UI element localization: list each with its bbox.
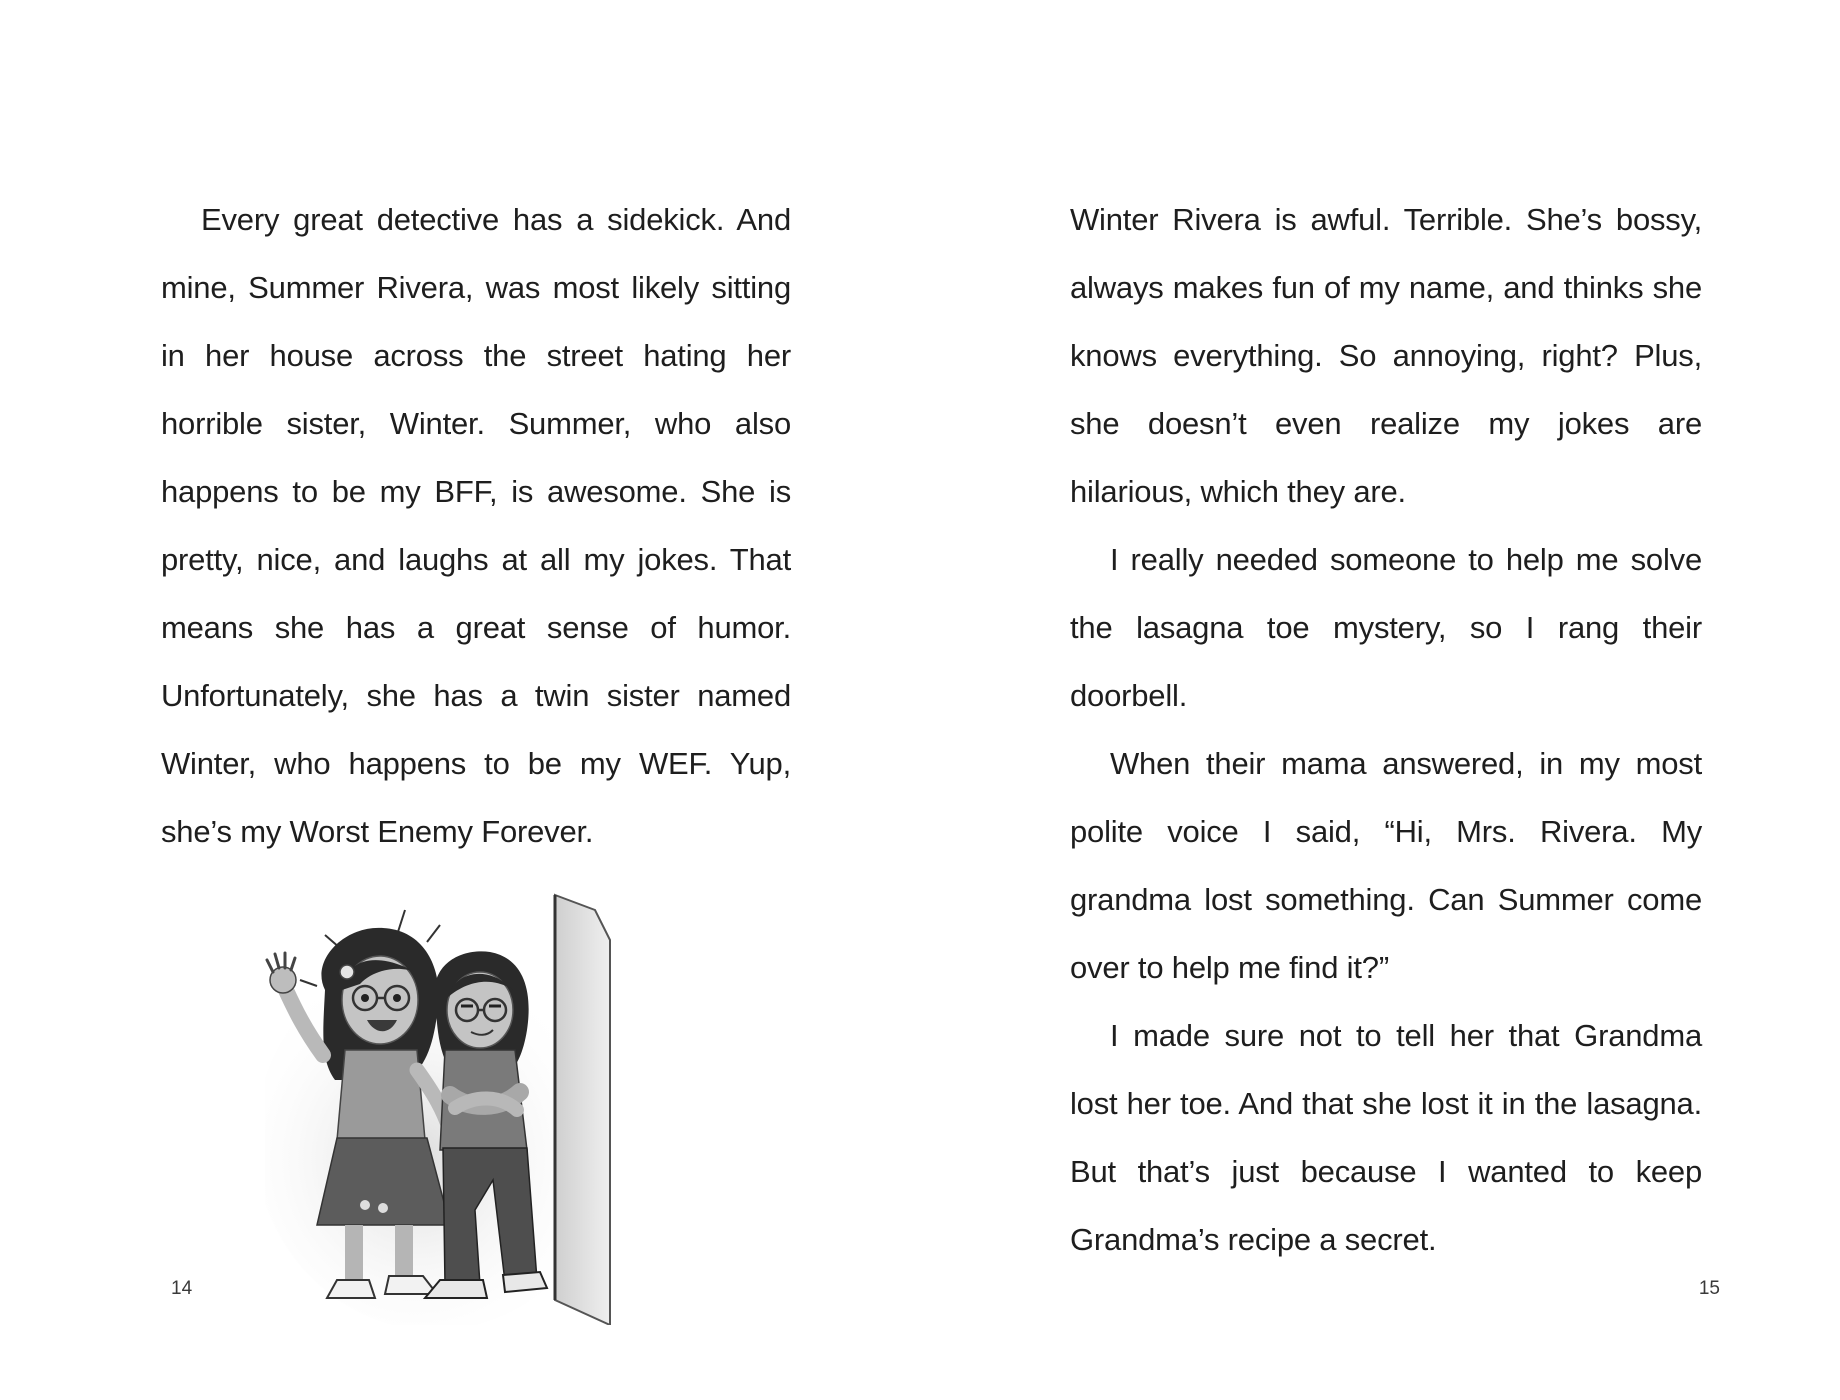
paragraph: I really needed someone to help me solve the lasagna toe mystery, so I rang their doorbell. [1070, 542, 1702, 713]
paragraph: I made sure not to tell her that Grandma lost her toe. And that she lost it in the lasagna. But that’s just because I wanted to keep Grandma’s recipe a secret. [1070, 1018, 1702, 1257]
paragraph: When their mama answered, in my most polite voice I said, “Hi, Mrs. Rivera. My grandma lost something. Can Summer come over to help me find it?” [1070, 746, 1702, 985]
two-girls-illustration [265, 880, 640, 1325]
left-page-text [161, 186, 791, 866]
right-page [920, 0, 1840, 1400]
page-number: 15 [1698, 1278, 1720, 1299]
page-number: 14 [171, 1278, 193, 1299]
paragraph: Every great detective has a sidekick. And mine, Summer Rivera, was most likely sitting in her house across the street hating her horrible sister, Winter. Summer, who also happens to be my BFF, is awesome. She is pretty, nice, and laughs at all my jokes. That means she has a great sense of humor. Unfortunately, she has a twin sister named Winter, who happens to be my WEF. Yup, she’s my Worst Enemy Forever. [161, 202, 791, 849]
paragraph: Winter Rivera is awful. Terrible. She’s bossy, always makes fun of my name, and thinks she knows everything. So annoying, right? Plus, she doesn’t even realize my jokes are hilarious, which they are. [1070, 202, 1702, 509]
right-page-text [1070, 186, 1702, 1274]
